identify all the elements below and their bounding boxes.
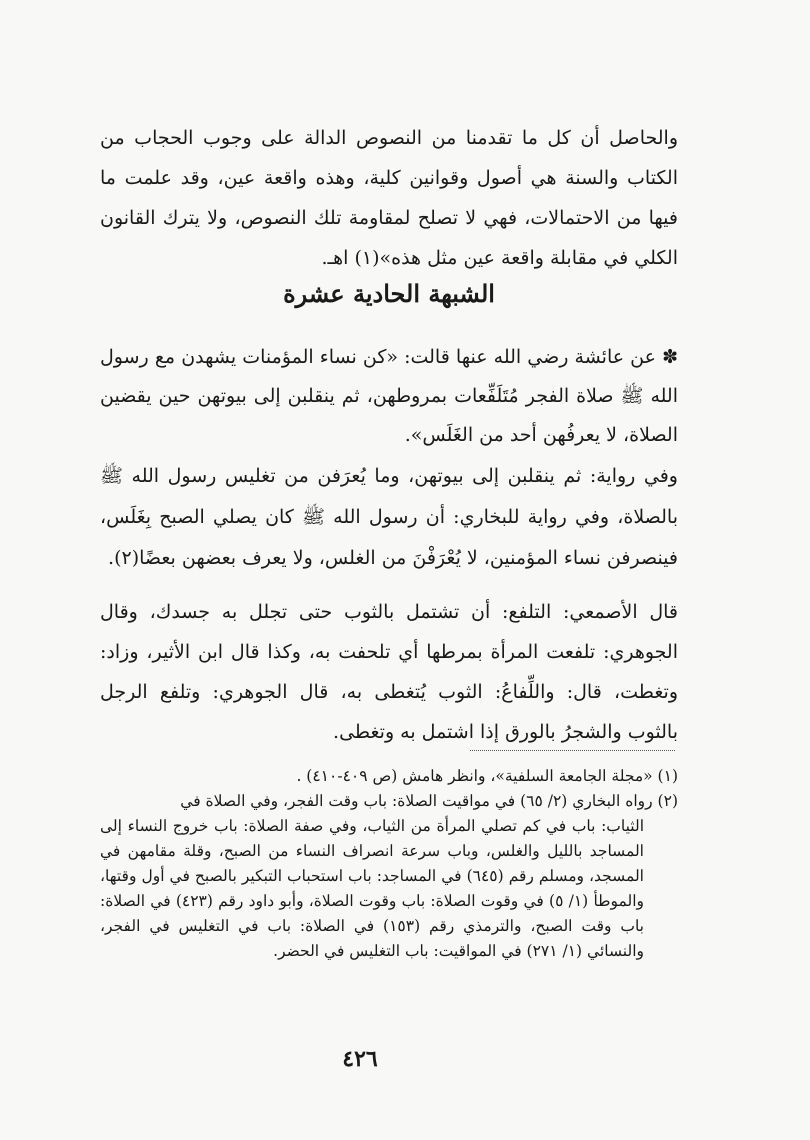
- section-heading: الشبهة الحادية عشرة: [283, 279, 495, 308]
- footnote-2-first-line: (٢) رواه البخاري (٢/ ٦٥) في مواقيت الصلاة: باب وقت الفجر، وفي الصلاة في: [180, 792, 678, 810]
- rewaya-paragraph: وفي رواية: ثم ينقلبن إلى بيوتهن، وما يُعرَفن من تغليس رسول الله ﷺ بالصلاة، وفي رواية للبخاري: أن رسول الله ﷺ كان يصلي الصبح بِغَلَس، فينصرفن نساء المؤمنين، لا يُعْرَفْنَ من الغلس، ولا يعرف بعضهن بعضًا(٢).: [100, 465, 678, 569]
- lugha-paragraph: قال الأصمعي: التلفع: أن تشتمل بالثوب حتى تجلل به جسدك، وقال الجوهري: تلفعت المرأة بمرطها أي تلحفت به، وكذا قال ابن الأثير، وزاد: وتغطت، قال: واللِّفاعُ: الثوب يُتغطى به، قال الجوهري: وتلفع الرجل بالثوب والشجرُ بالورق إذا اشتمل به وتغطى.: [100, 601, 678, 743]
- footnote-2-continuation: الثياب: باب في كم تصلي المرأة من الثياب، وفي صفة الصلاة: باب خروج النساء إلى المساجد بالليل والغلس، وباب سرعة انصراف النساء من الصبح، وقلة مقامهن في المسجد، ومسلم رقم (٦٤٥) في المساجد: باب استحباب التبكير بالصبح في أول وقتها، والموطأ (١/ ٥) في وقوت الصلاة: باب وقوت الصلاة، وأبو داود رقم (٤٢٣) في الصلاة: باب وقت الصبح، والترمذي رقم (١٥٣) في الصلاة: باب في التغليس في الفجر، والنسائي (١/ ٢٧١) في المواقيت: باب التغليس في الحضر.: [100, 817, 644, 960]
- intro-paragraph: والحاصل أن كل ما تقدمنا من النصوص الدالة على وجوب الحجاب من الكتاب والسنة هي أصول وقوانين كلية، وهذه واقعة عين، وقد علمت ما فيها من الاحتمالات، فهي لا تصلح لمقاومة تلك النصوص، ولا يترك القانون الكلي في مقابلة واقعة عين مثل هذه»(١) اهـ.: [100, 127, 678, 269]
- footnote-2: [100, 789, 678, 964]
- page-number: ٤٢٦: [342, 1046, 378, 1072]
- footnotes: [100, 764, 678, 964]
- footnote-1: (١) «مجلة الجامعة السلفية»، وانظر هامش (ص ٤٠٩-٤١٠) .: [296, 767, 678, 785]
- footnote-separator: [470, 750, 675, 751]
- hadith-paragraph: ✽ عن عائشة رضي الله عنها قالت: «كن نساء المؤمنات يشهدن مع رسول الله ﷺ صلاة الفجر مُتَلَفِّعات بمروطهن، ثم ينقلبن إلى بيوتهن حين يقضين الصلاة، لا يعرفُهن أحد من الغَلَس».: [100, 346, 678, 446]
